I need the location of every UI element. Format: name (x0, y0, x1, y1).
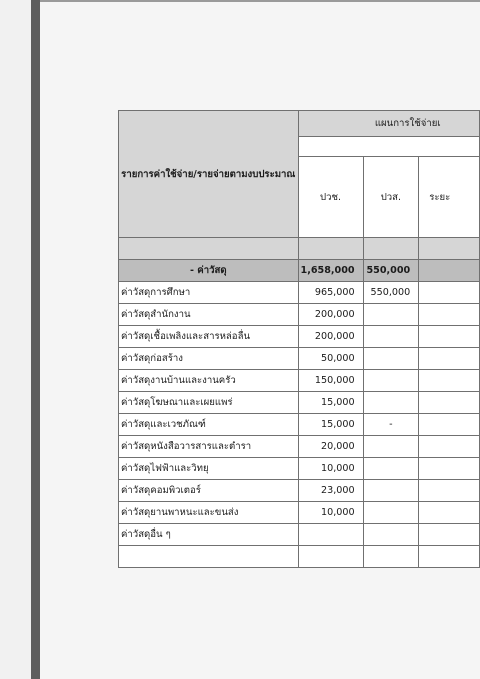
row-label: ค่าวัสดุคอมพิวเตอร์ (119, 480, 299, 502)
row-label: ค่าวัสดุและเวชภัณฑ์ (119, 414, 299, 436)
row-col1-value: 10,000 (298, 458, 363, 480)
row-col1-value: 200,000 (298, 326, 363, 348)
row-col2-value (363, 436, 419, 458)
row-col2-value (363, 348, 419, 370)
header-item-column: รายการค่าใช้จ่าย/รายจ่ายตามงบประมาณ (119, 111, 299, 238)
page-top-border (40, 0, 480, 2)
row-label: ค่าวัสดุอื่น ๆ (119, 524, 299, 546)
row-col1-value (298, 524, 363, 546)
category-row-materials (119, 260, 480, 282)
row-col2-value (363, 370, 419, 392)
row-col1-value: 20,000 (298, 436, 363, 458)
table-row (119, 480, 480, 502)
row-col2-value (363, 304, 419, 326)
table-row (119, 304, 480, 326)
row-col2-value: - (363, 414, 419, 436)
row-col1-value: 15,000 (298, 414, 363, 436)
row-col1-value: 965,000 (298, 282, 363, 304)
table-row (119, 282, 480, 304)
row-label: ค่าวัสดุสำนักงาน (119, 304, 299, 326)
table-row (119, 502, 480, 524)
table-row (119, 326, 480, 348)
header-sub-blank (298, 137, 479, 157)
table-row (119, 436, 480, 458)
row-col2-value (363, 326, 419, 348)
category-label: - ค่าวัสดุ (119, 260, 299, 282)
table-blank-row (119, 546, 480, 568)
budget-table (118, 110, 480, 568)
row-col2-value (363, 458, 419, 480)
header-col-higher-vocational-cert: ปวส. (363, 157, 419, 238)
row-col2-value (363, 502, 419, 524)
row-label: ค่าวัสดุการศึกษา (119, 282, 299, 304)
row-col1-value: 23,000 (298, 480, 363, 502)
category-col2-value: 550,000 (363, 260, 419, 282)
table-row (119, 348, 480, 370)
row-label: ค่าวัสดุโฆษณาและเผยแพร่ (119, 392, 299, 414)
row-col2-value (363, 524, 419, 546)
row-col1-value: 50,000 (298, 348, 363, 370)
row-col2-value: 550,000 (363, 282, 419, 304)
row-col1-value: 15,000 (298, 392, 363, 414)
table-spacer-row (119, 238, 480, 260)
category-col1-value: 1,658,000 (298, 260, 363, 282)
table-row (119, 414, 480, 436)
row-col2-value (363, 480, 419, 502)
header-col-short-course: ระยะ (419, 157, 480, 238)
row-label: ค่าวัสดุยานพาหนะและขนส่ง (119, 502, 299, 524)
row-col1-value: 10,000 (298, 502, 363, 524)
row-label: ค่าวัสดุงานบ้านและงานครัว (119, 370, 299, 392)
row-label: ค่าวัสดุเชื้อเพลิงและสารหล่อลื่น (119, 326, 299, 348)
header-col-vocational-cert: ปวช. (298, 157, 363, 238)
table-header-row-plan (119, 111, 480, 137)
row-col1-value: 150,000 (298, 370, 363, 392)
row-label: ค่าวัสดุก่อสร้าง (119, 348, 299, 370)
table-row (119, 370, 480, 392)
table-row (119, 458, 480, 480)
table-row (119, 392, 480, 414)
row-label: ค่าวัสดุไฟฟ้าและวิทยุ (119, 458, 299, 480)
table-row (119, 524, 480, 546)
row-label: ค่าวัสดุหนังสือวารสารและตำรา (119, 436, 299, 458)
row-col2-value (363, 392, 419, 414)
row-col1-value: 200,000 (298, 304, 363, 326)
header-plan-title: แผนการใช้จ่ายเ (298, 111, 479, 137)
